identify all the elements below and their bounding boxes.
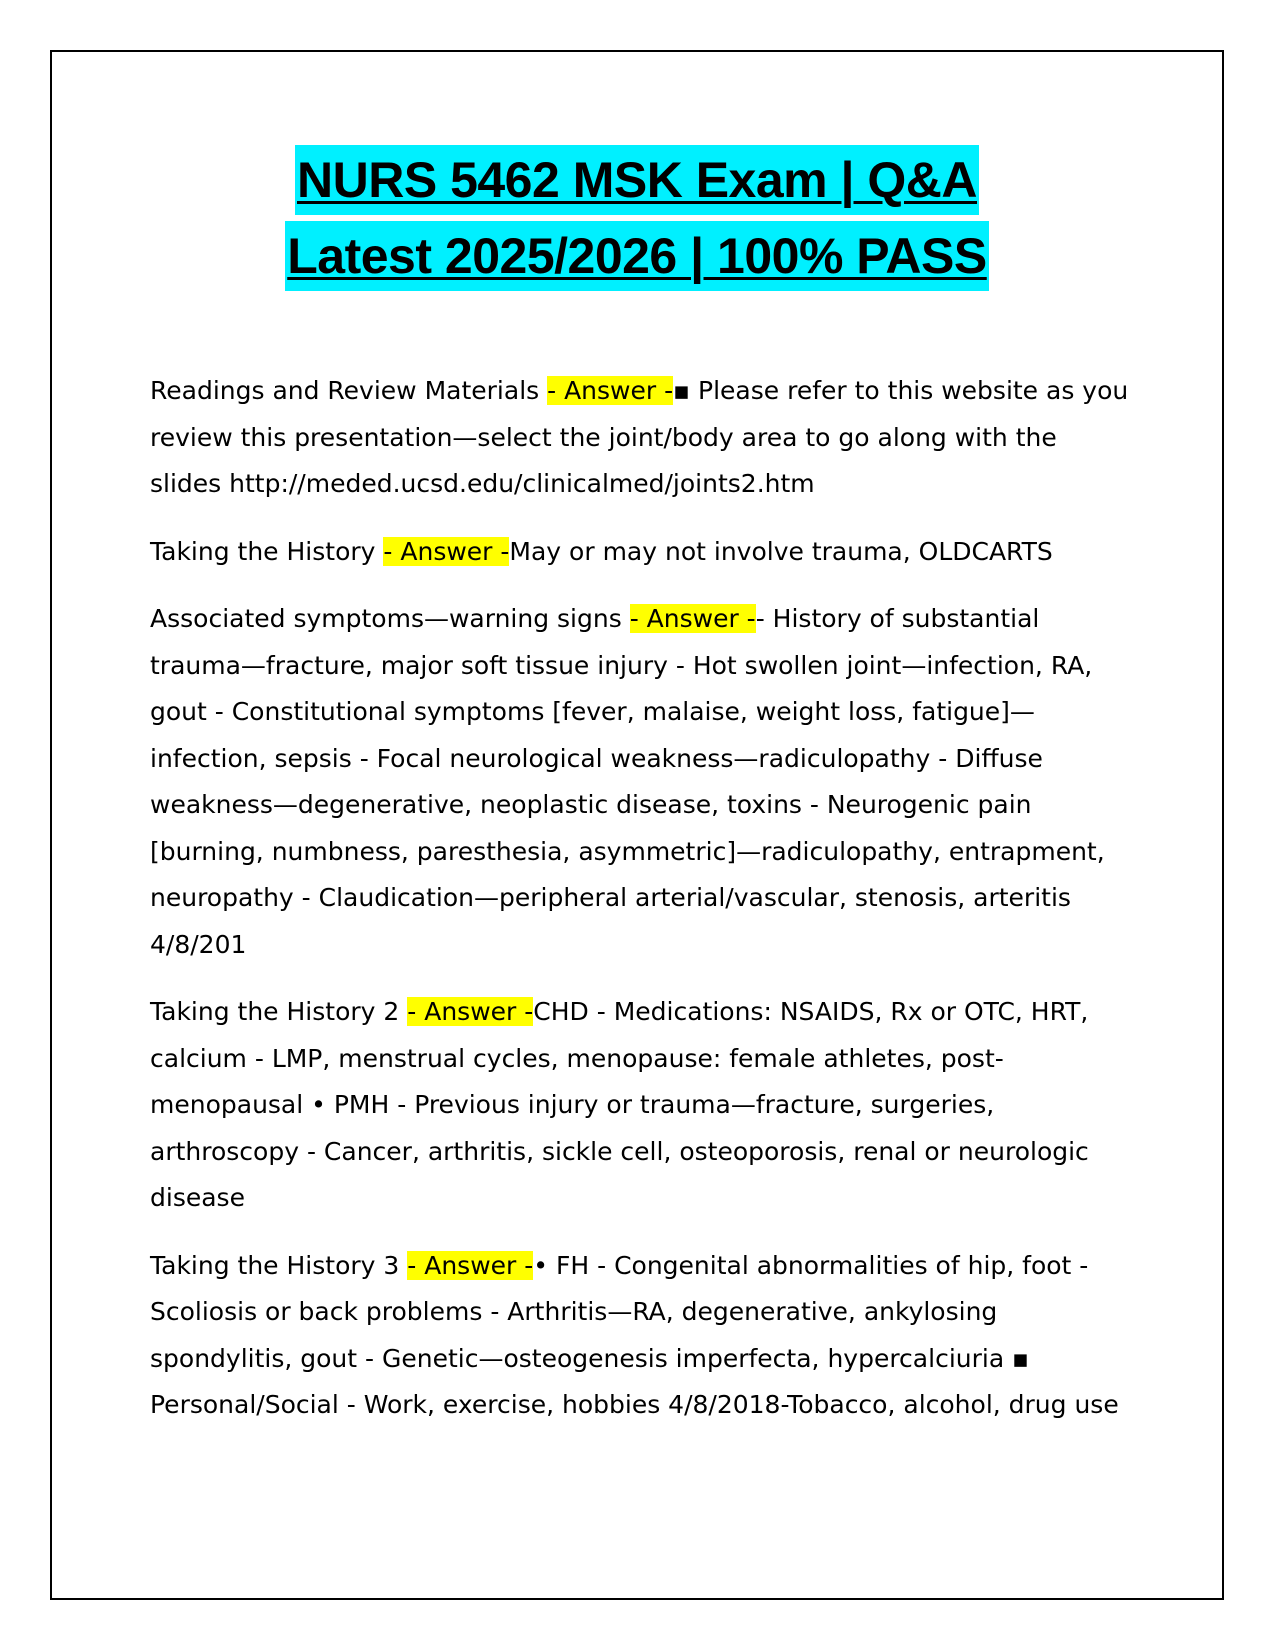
question-text: Taking the History [150,536,384,566]
qa-item [150,1243,1130,1429]
answer-tag: - Answer - [547,376,674,405]
qa-item [150,989,1130,1222]
question-text: Associated symptoms—warning signs [150,604,630,633]
title-line-1: NURS 5462 MSK Exam | Q&A [295,145,979,215]
answer-tag: - Answer - [407,997,534,1026]
qa-list [150,368,1130,1450]
answer-text: - History of substantial trauma—fracture, major soft tissue injury - Hot swollen joint—infection, RA, gout - Constitutional symptoms [fever, malaise, weight loss, fatigue]—infection, sepsis - Focal neurological weakness—radiculopathy - Diffuse weakness—degenerative, neoplastic disease, toxins - Neurogenic pain [burning, numbness, paresthesia, asymmetric]—radiculopathy, entrapment, neuropathy - Claudication—peripheral arterial/vascular, stenosis, arteritis 4/8/201 [150,604,1105,959]
qa-item [150,529,1130,576]
title-line-2: Latest 2025/2026 | 100% PASS [285,221,989,291]
answer-text: May or may not involve trauma, OLDCARTS [509,536,1053,566]
answer-text: CHD - Medications: NSAIDS, Rx or OTC, HRT, calcium - LMP, menstrual cycles, menopause: female athletes, post-menopausal • PMH - Previous injury or trauma—fracture, surgeries, arthroscopy - Cancer, arthritis, sickle cell, osteoporosis, renal or neurologic disease [150,997,1089,1212]
answer-tag: - Answer - [629,604,756,633]
answer-tag: - Answer - [383,536,510,566]
answer-text: ▪ Please refer to this website as you review this presentation—select the joint/body area to go along with the slides http://meded.ucsd.edu/clinicalmed/joints2.htm [150,376,1129,498]
question-text: Readings and Review Materials [150,376,548,405]
question-text: Taking the History 2 [150,997,408,1026]
document-title [50,145,1224,291]
question-text: Taking the History 3 [150,1250,408,1280]
qa-item [150,596,1130,968]
qa-item [150,368,1130,508]
answer-tag: - Answer - [407,1250,534,1280]
answer-text: • FH - Congenital abnormalities of hip, foot - Scoliosis or back problems - Arthritis—RA, degenerative, ankylosing spondylitis, gout - Genetic—osteogenesis imperfecta, hypercalciuria ▪ Personal/Social - Work, exercise, hobbies 4/8/2018-Tobacco, alcohol, drug use [150,1250,1119,1419]
